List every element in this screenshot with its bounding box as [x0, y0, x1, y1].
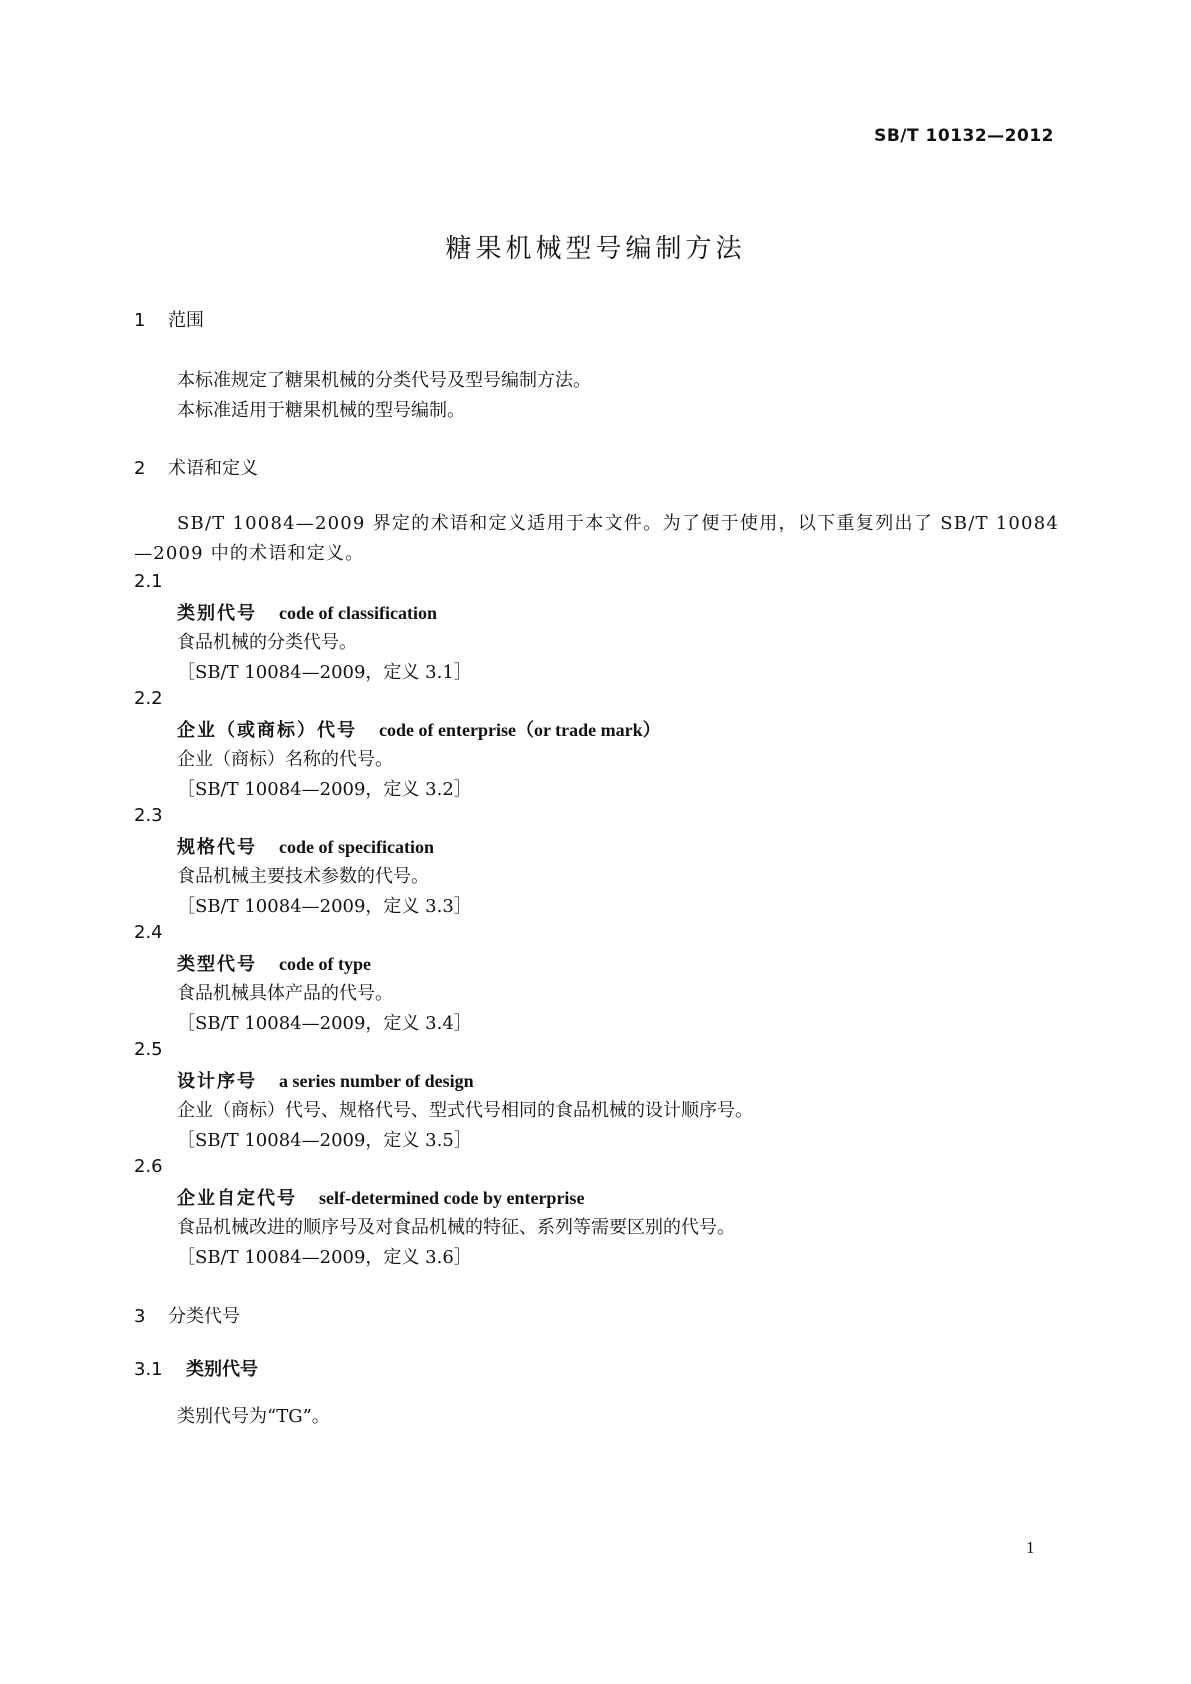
- subsection-3-1-heading: [134, 1355, 258, 1381]
- term-source: ［SB/T 10084—2009，定义 3.5］: [177, 1130, 472, 1151]
- term-number: 2.1: [134, 571, 163, 592]
- document-title: 糖果机械型号编制方法: [445, 234, 746, 264]
- term-source: ［SB/T 10084—2009，定义 3.2］: [177, 779, 472, 800]
- page-number: 1: [1026, 1538, 1035, 1557]
- term-chinese: 企业（或商标）代号: [177, 720, 357, 741]
- subsection-3-1-text: 类别代号为“TG”。: [177, 1406, 330, 1427]
- term-chinese: 类别代号: [177, 603, 257, 624]
- term-chinese: 设计序号: [177, 1071, 257, 1092]
- term-heading: [177, 1067, 474, 1093]
- section-number: 3: [134, 1306, 146, 1327]
- section-2-intro: SB/T 10084—2009 界定的术语和定义适用于本文件。为了便于使用，以下重复列出了 SB/T 10084—2009 中的术语和定义。: [134, 513, 1059, 564]
- term-definition: 企业（商标）名称的代号。: [177, 749, 393, 770]
- term-english: code of classification: [279, 603, 437, 623]
- term-heading: [177, 716, 661, 742]
- term-heading: [177, 599, 437, 625]
- term-number: 2.2: [134, 688, 163, 709]
- section-number: 1: [134, 310, 146, 331]
- term-english: a series number of design: [279, 1071, 474, 1091]
- term-chinese: 企业自定代号: [177, 1188, 297, 1209]
- term-english: code of enterprise（or trade mark）: [379, 720, 661, 740]
- section-number: 2: [134, 458, 146, 479]
- section-3-heading: [134, 1302, 240, 1328]
- section-1-heading: [134, 306, 204, 332]
- standard-code: SB/T 10132—2012: [874, 126, 1054, 146]
- term-definition: 食品机械具体产品的代号。: [177, 983, 393, 1004]
- term-source: ［SB/T 10084—2009，定义 3.4］: [177, 1013, 472, 1034]
- section-title: 分类代号: [168, 1306, 240, 1327]
- term-definition: 企业（商标）代号、规格代号、型式代号相同的食品机械的设计顺序号。: [177, 1100, 753, 1121]
- section-1-paragraph-1: 本标准规定了糖果机械的分类代号及型号编制方法。: [177, 370, 591, 391]
- term-number: 2.6: [134, 1156, 163, 1177]
- term-english: code of type: [279, 954, 371, 974]
- term-english: self-determined code by enterprise: [319, 1188, 585, 1208]
- term-source: ［SB/T 10084—2009，定义 3.1］: [177, 662, 472, 683]
- section-title: 范围: [168, 310, 204, 331]
- subsection-number: 3.1: [134, 1359, 163, 1380]
- term-definition: 食品机械的分类代号。: [177, 632, 357, 653]
- term-number: 2.3: [134, 805, 163, 826]
- term-source: ［SB/T 10084—2009，定义 3.3］: [177, 896, 472, 917]
- section-1-paragraph-2: 本标准适用于糖果机械的型号编制。: [177, 400, 465, 421]
- term-source: ［SB/T 10084—2009，定义 3.6］: [177, 1247, 472, 1268]
- section-2-heading: [134, 454, 258, 480]
- term-number: 2.5: [134, 1039, 163, 1060]
- section-title: 术语和定义: [168, 458, 258, 479]
- term-heading: [177, 950, 371, 976]
- term-number: 2.4: [134, 922, 163, 943]
- term-definition: 食品机械主要技术参数的代号。: [177, 866, 429, 887]
- subsection-title: 类别代号: [186, 1359, 258, 1380]
- term-chinese: 类型代号: [177, 954, 257, 975]
- term-english: code of specification: [279, 837, 434, 857]
- term-heading: [177, 1184, 584, 1210]
- term-definition: 食品机械改进的顺序号及对食品机械的特征、系列等需要区别的代号。: [177, 1217, 735, 1238]
- term-chinese: 规格代号: [177, 837, 257, 858]
- term-heading: [177, 833, 434, 859]
